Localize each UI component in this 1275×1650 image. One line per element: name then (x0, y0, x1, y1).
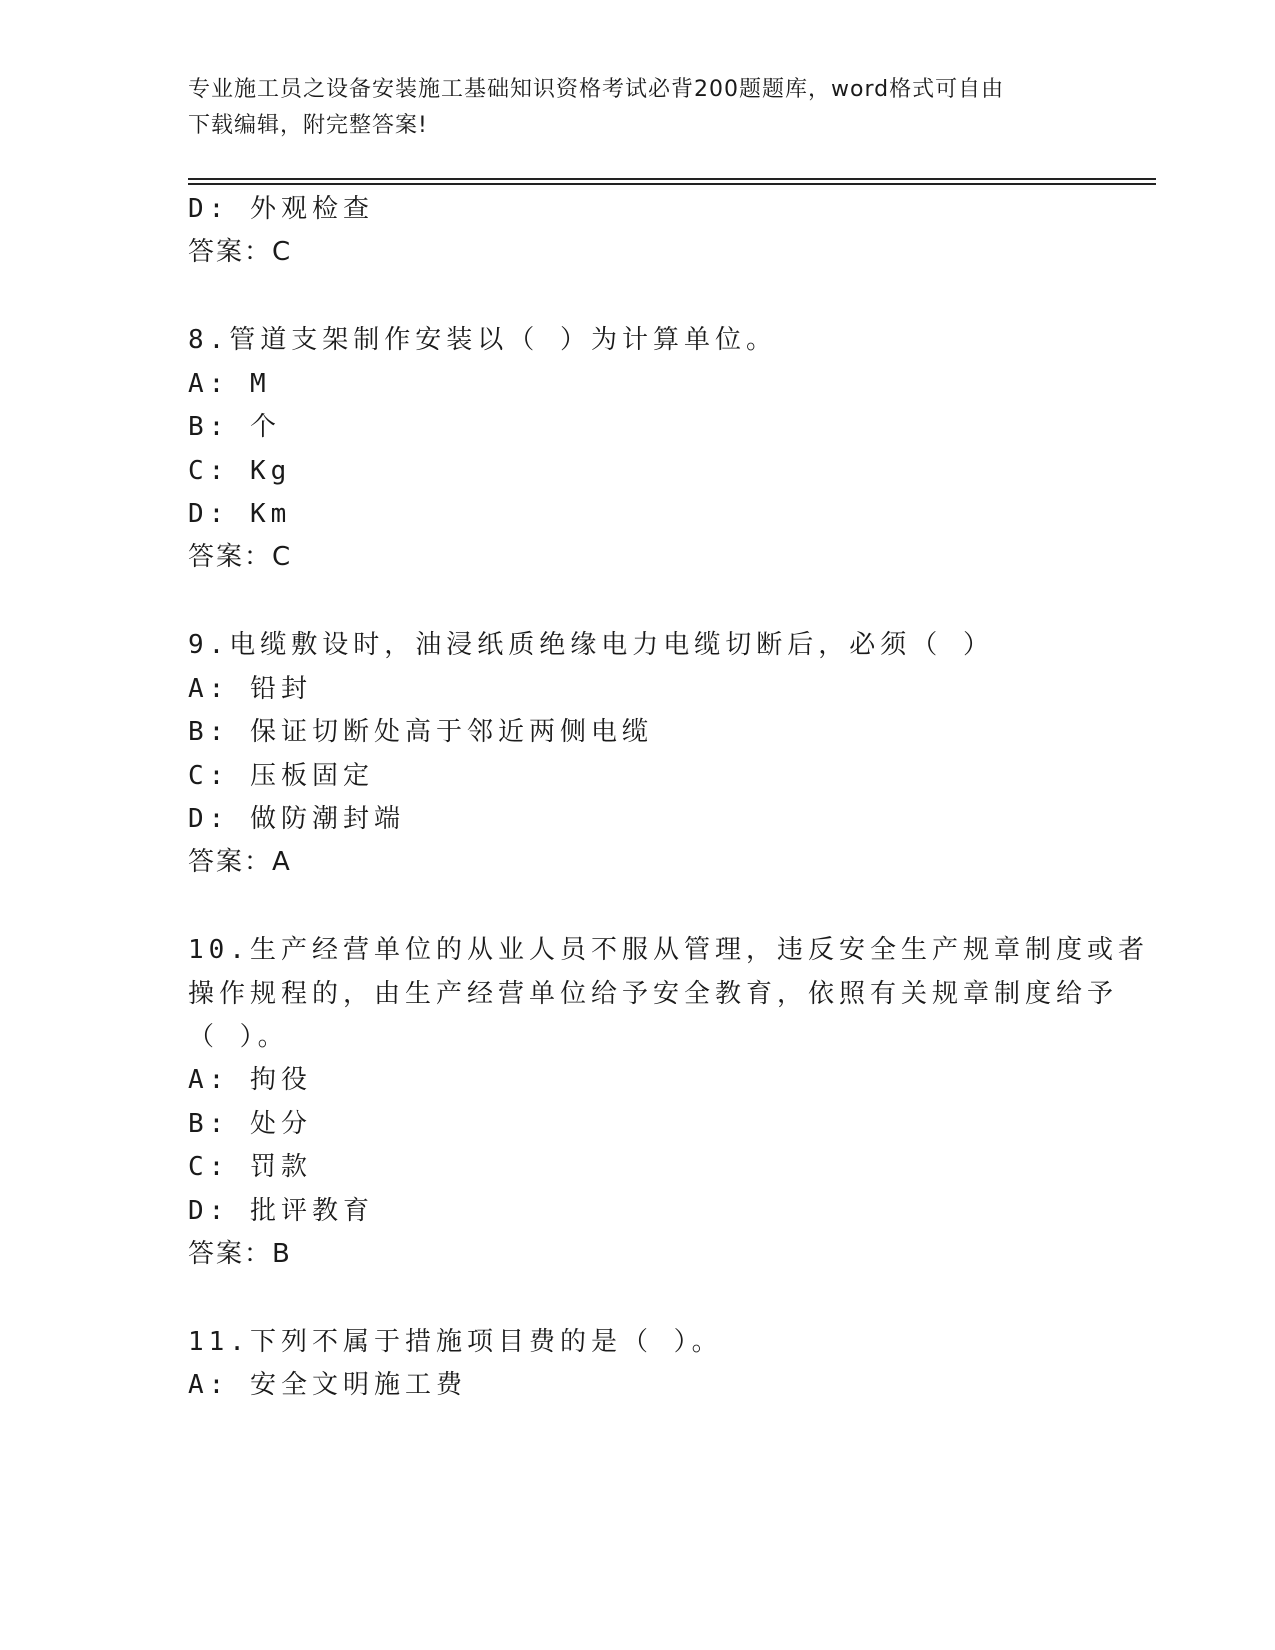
header-line-2: 下载编辑，附完整答案! (188, 113, 428, 138)
q10-stem-line-3: （ ）。 (188, 1022, 289, 1052)
q9-stem: 9.电缆敷设时，油浸纸质绝缘电力电缆切断后，必须（ ） (188, 630, 994, 660)
q8-option-b: B: 个 (188, 412, 281, 442)
q8-option-a: A: M (188, 369, 271, 399)
q10-option-c: C: 罚款 (188, 1152, 312, 1182)
q10-answer: 答案：B (188, 1239, 292, 1269)
q8-stem: 8.管道支架制作安装以（ ）为计算单位。 (188, 325, 777, 355)
q10-option-a: A: 拘役 (188, 1065, 312, 1095)
q10-option-b: B: 处分 (188, 1109, 312, 1139)
document-header (188, 72, 1088, 144)
q8-option-c: C: Kg (188, 456, 292, 486)
q10-option-d: D: 批评教育 (188, 1196, 374, 1226)
prev-option-d: D: 外观检查 (188, 194, 374, 224)
q9-option-c: C: 压板固定 (188, 761, 374, 791)
header-divider-top (188, 178, 1156, 180)
header-line-1: 专业施工员之设备安装施工基础知识资格考试必背200题题库，word格式可自由 (188, 77, 1005, 102)
q10-stem-line-1: 10.生产经营单位的从业人员不服从管理，违反安全生产规章制度或者 (188, 935, 1149, 965)
q9-option-d: D: 做防潮封端 (188, 804, 405, 834)
prev-answer: 答案：C (188, 237, 293, 267)
q10-stem-line-2: 操作规程的，由生产经营单位给予安全教育，依照有关规章制度给予 (188, 979, 1119, 1009)
q9-answer: 答案：A (188, 847, 292, 877)
q9-option-a: A: 铅封 (188, 674, 312, 704)
q8-answer: 答案：C (188, 542, 293, 572)
q8-option-d: D: Km (188, 499, 292, 529)
q9-option-b: B: 保证切断处高于邻近两侧电缆 (188, 717, 653, 747)
header-divider-bottom (188, 183, 1156, 185)
q11-option-a: A: 安全文明施工费 (188, 1370, 467, 1400)
q11-stem: 11.下列不属于措施项目费的是（ ）。 (188, 1327, 723, 1357)
